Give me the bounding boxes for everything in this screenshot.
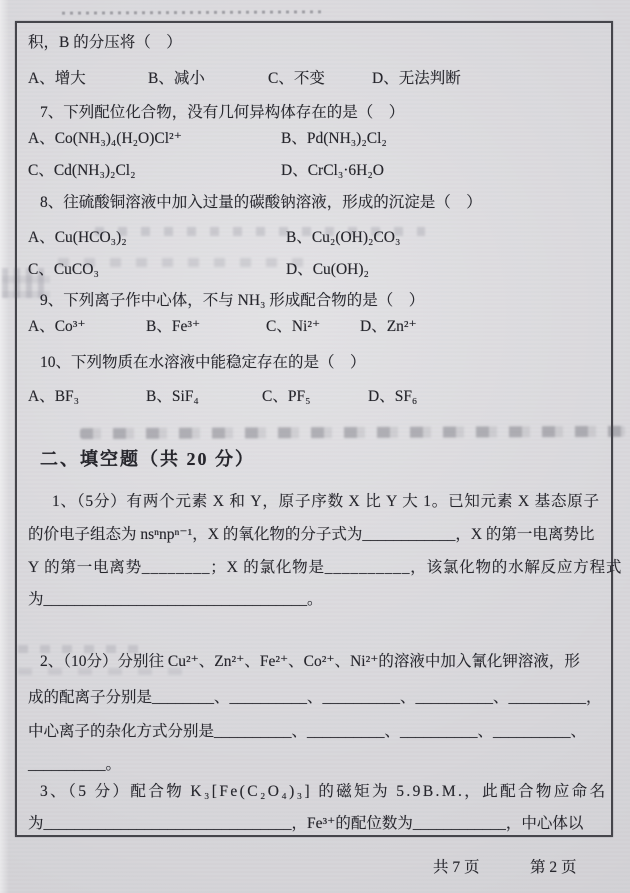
fill-q1-line-3: Y 的第一电离势________；X 的氯化物是__________，该氯化物的水解反应方程式 <box>28 559 623 576</box>
question-6-option-a: A、增大 <box>28 70 86 87</box>
fill-q1-line-1: 1、（5分）有两个元素 X 和 Y，原子序数 X 比 Y 大 1。已知元素 X 基态原子 <box>52 493 600 510</box>
fill-q2-line-2: 成的配离子分别是________、__________、__________、__________、__________， <box>28 689 602 706</box>
question-8-option-c: C、CuCO₃ <box>28 261 99 278</box>
footer-current-page: 第 2 页 <box>530 859 577 876</box>
question-8-stem: 8、往硫酸铜溶液中加入过量的碳酸钠溶液，形成的沉淀是（ ） <box>40 194 482 211</box>
question-6-option-c: C、不变 <box>268 70 325 87</box>
question-8-option-a: A、Cu(HCO₃)₂ <box>28 229 127 246</box>
scan-artifact <box>62 10 324 14</box>
footer-total-pages: 共 7 页 <box>433 859 480 876</box>
question-6-option-b: B、减小 <box>148 70 205 87</box>
fill-q2-line-1: 2、（10分）分别往 Cu²⁺、Zn²⁺、Fe²⁺、Co²⁺、Ni²⁺的溶液中加入氰化钾溶液，形 <box>40 653 580 670</box>
question-8-option-d: D、Cu(OH)₂ <box>286 261 369 278</box>
question-7-option-d: D、CrCl₃·6H₂O <box>281 162 384 179</box>
fill-q3-line-1: 3、（5 分）配合物 K₃[Fe(C₂O₄)₃] 的磁矩为 5.9B.M.，此配合物应命名 <box>40 783 608 800</box>
section-2-title: 二、填空题（共 20 分） <box>40 449 255 469</box>
question-7-option-c: C、Cd(NH₃)₂Cl₂ <box>28 162 136 179</box>
question-10-option-d: D、SF₆ <box>368 388 418 405</box>
question-8-option-b: B、Cu₂(OH)₂CO₃ <box>286 229 401 246</box>
question-10-option-a: A、BF₃ <box>28 388 80 405</box>
fill-q2-line-3: 中心离子的杂化方式分别是__________、__________、__________、__________、 <box>28 723 587 740</box>
question-9-option-a: A、Co³⁺ <box>28 318 86 335</box>
question-9-option-d: D、Zn²⁺ <box>360 318 417 335</box>
question-6-option-d: D、无法判断 <box>372 70 461 87</box>
fill-q3-line-2: 为________________________________，Fe³⁺的配位数为____________，中心体以 <box>28 815 584 832</box>
question-7-option-b: B、Pd(NH₃)₂Cl₂ <box>281 130 387 147</box>
scan-edge-highlight <box>0 0 9 893</box>
question-7-option-a: A、Co(NH₃)₄(H₂O)Cl²⁺ <box>28 130 182 147</box>
question-6-stem: 积，B 的分压将（ ） <box>28 34 182 51</box>
question-9-option-b: B、Fe³⁺ <box>146 318 201 335</box>
question-7-stem: 7、下列配位化合物，没有几何异构体存在的是（ ） <box>40 104 405 121</box>
question-9-stem: 9、下列离子作中心体，不与 NH₃ 形成配合物的是（ ） <box>40 292 425 309</box>
fill-q2-line-4: __________。 <box>28 756 122 773</box>
question-10-option-b: B、SiF₄ <box>146 388 199 405</box>
question-9-option-c: C、Ni²⁺ <box>266 318 321 335</box>
fill-q1-line-2: 的价电子组态为 nsⁿnpⁿ⁻¹，X 的氧化物的分子式为____________，X 的第一电离势比 <box>28 526 595 543</box>
question-10-option-c: C、PF₅ <box>262 388 311 405</box>
question-10-stem: 10、下列物质在水溶液中能稳定存在的是（ ） <box>40 354 366 371</box>
fill-q1-line-4: 为__________________________________。 <box>28 591 323 608</box>
